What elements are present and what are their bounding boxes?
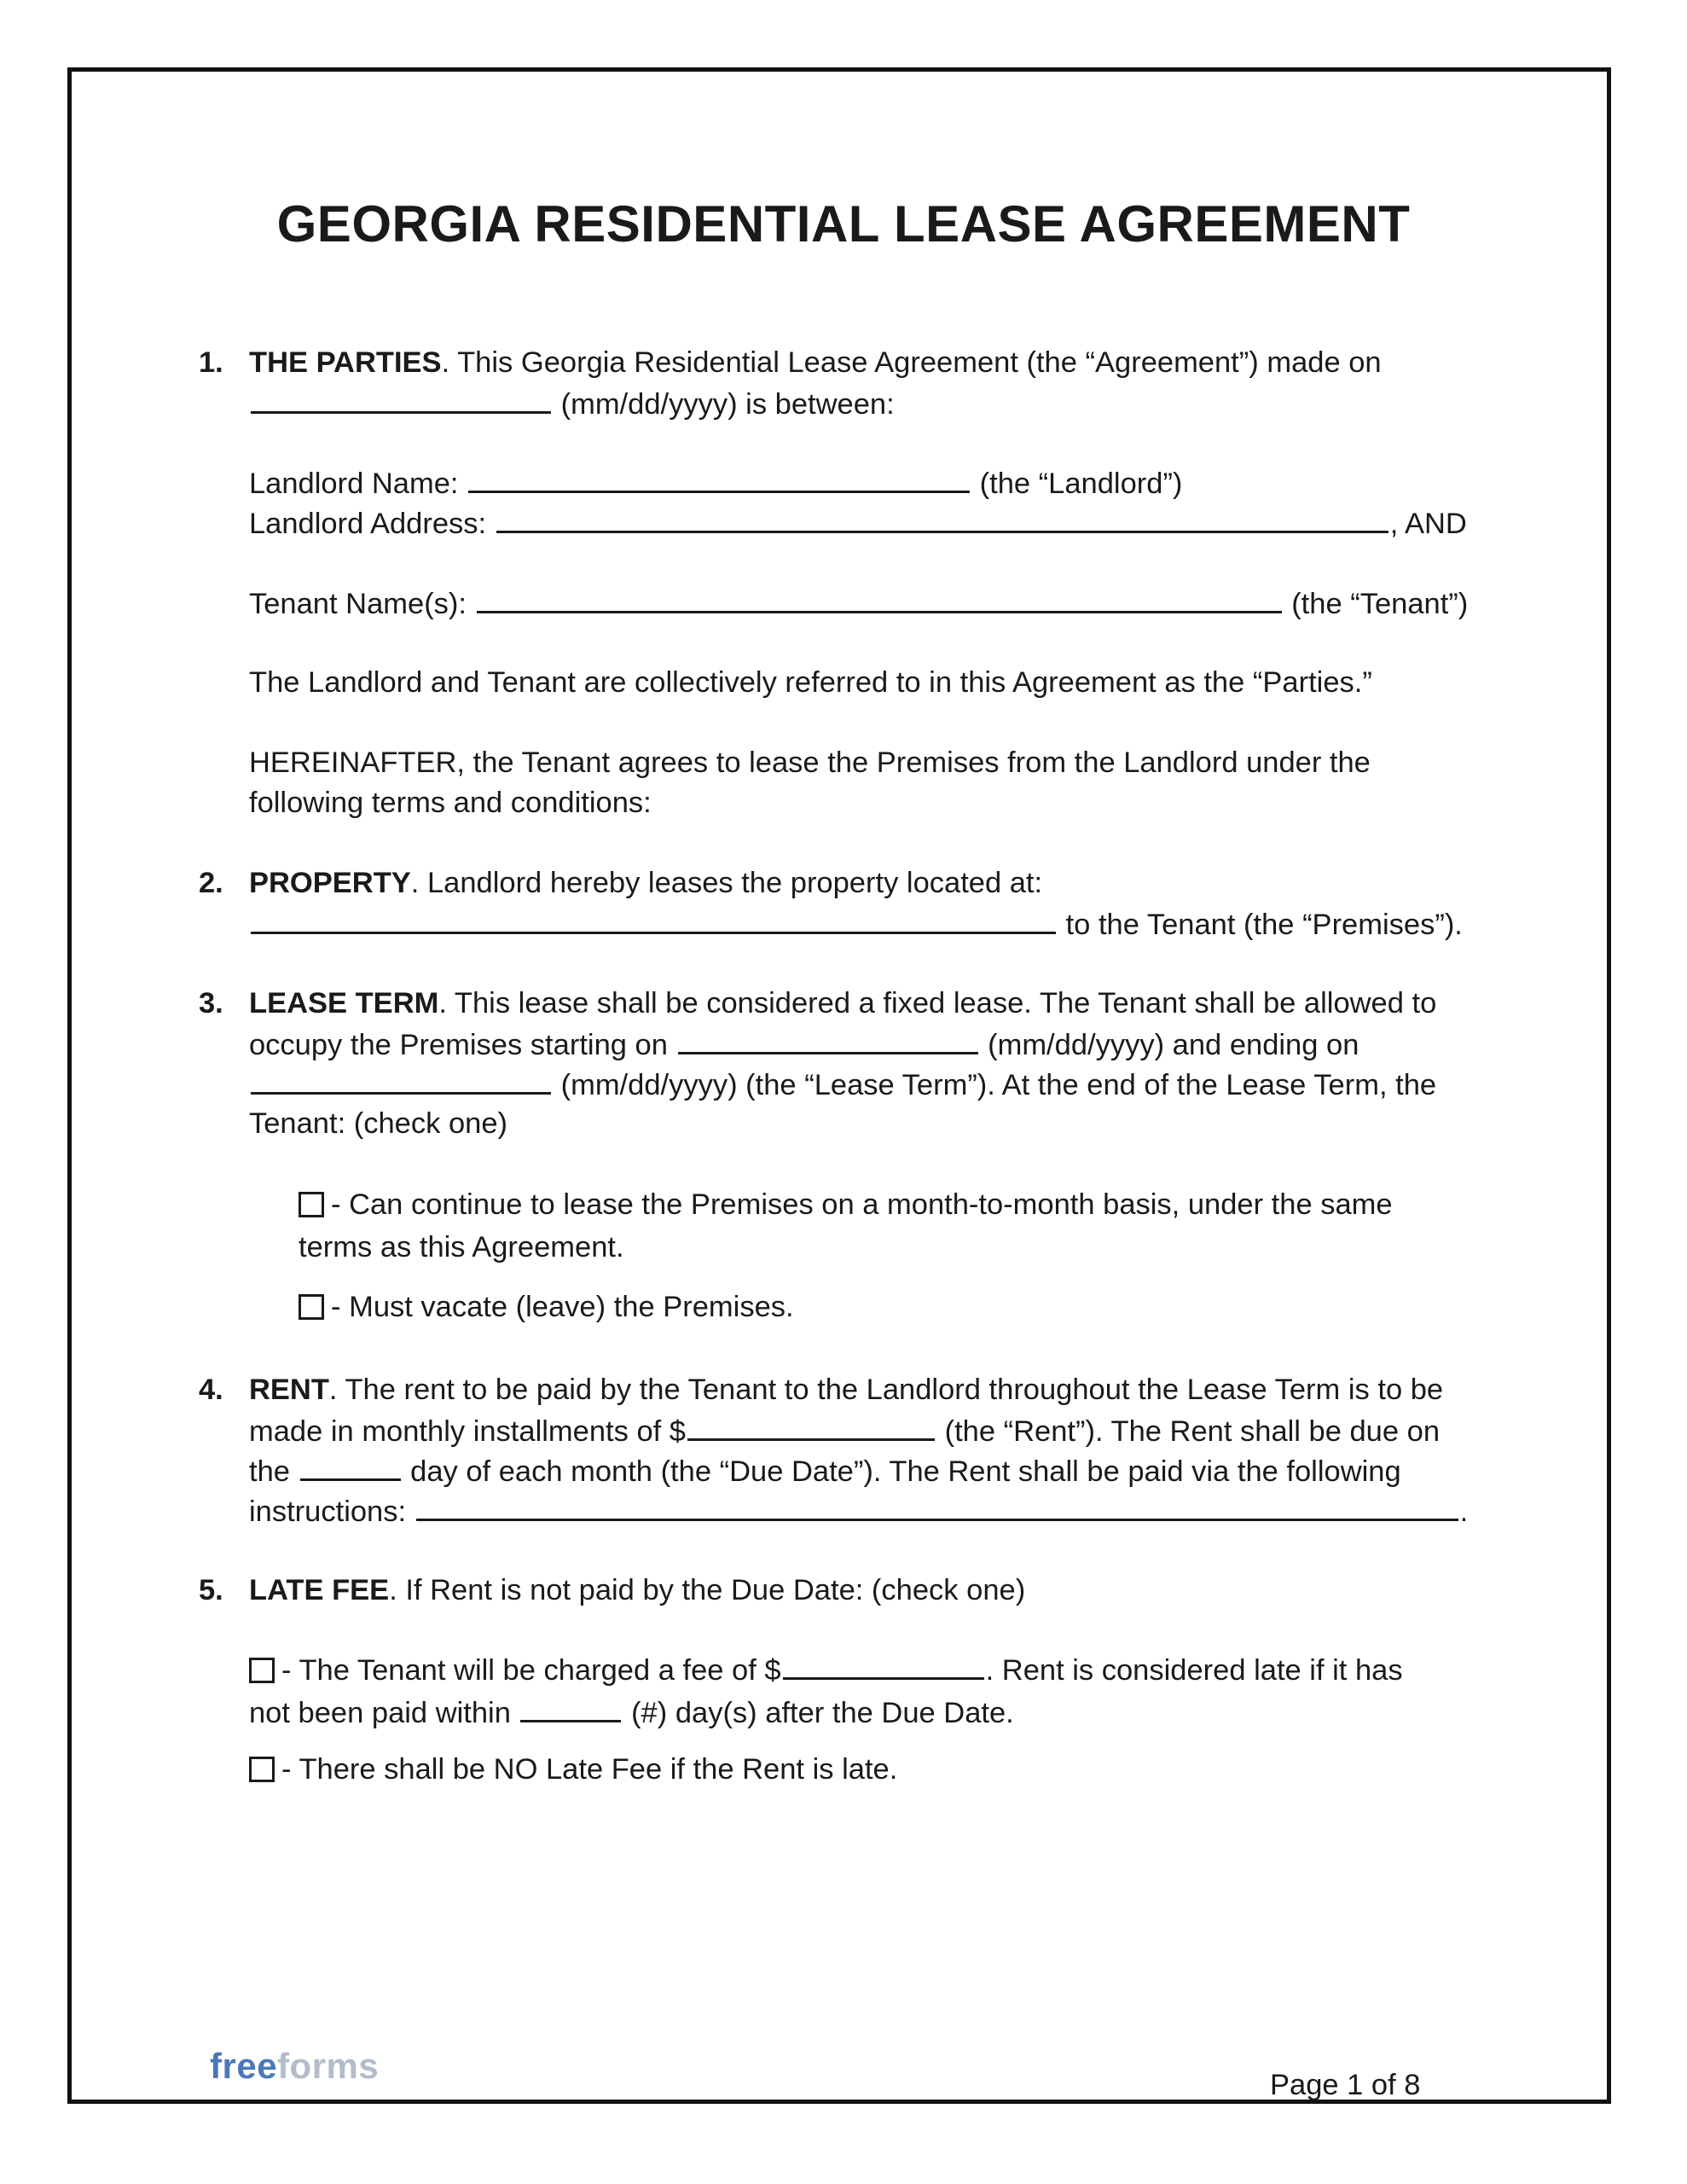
section-4-line-1: RENT. The rent to be paid by the Tenant to the Landlord throughout the Lease Term is to be (249, 1374, 1444, 1406)
agreement-date-blank[interactable] (251, 386, 551, 414)
section-1-heading: THE PARTIES (249, 346, 442, 379)
document-title: GEORGIA RESIDENTIAL LEASE AGREEMENT (276, 195, 1411, 253)
section-3-line-3: (mm/dd/yyyy) (the “Lease Term”). At the end of the Lease Term, the (249, 1066, 1436, 1102)
due-day-blank[interactable] (300, 1453, 401, 1481)
parties-paragraph: The Landlord and Tenant are collectively referred to in this Agreement as the “Parties.” (249, 666, 1372, 699)
landlord-name-blank[interactable] (468, 465, 970, 493)
late-fee-charge-checkbox[interactable] (249, 1658, 275, 1683)
property-address-blank[interactable] (251, 906, 1056, 934)
section-4-line-4: instructions: . (249, 1493, 1468, 1529)
no-late-fee-checkbox[interactable] (249, 1757, 275, 1782)
section-3-line-1: LEASE TERM. This lease shall be considered a fixed lease. The Tenant shall be allowed to (249, 987, 1437, 1019)
lease-start-date-blank[interactable] (678, 1026, 978, 1054)
landlord-address-line: Landlord Address: , AND (249, 505, 1467, 541)
lease-option-month-to-month-cont: terms as this Agreement. (299, 1231, 624, 1263)
late-fee-option-none: - There shall be NO Late Fee if the Rent is late. (249, 1752, 897, 1786)
late-fee-option-charge: - The Tenant will be charged a fee of $ . Rent is considered late if it has (249, 1652, 1403, 1687)
grace-days-blank[interactable] (520, 1694, 621, 1722)
section-5-number: 5. (199, 1574, 223, 1606)
section-2-heading: PROPERTY (249, 867, 411, 899)
hereinafter-line-2: following terms and conditions: (249, 787, 652, 819)
section-1-line-2: (mm/dd/yyyy) is between: (249, 386, 895, 421)
lease-option-vacate: - Must vacate (leave) the Premises. (299, 1290, 794, 1324)
payment-instructions-blank[interactable] (416, 1493, 1458, 1521)
section-3-number: 3. (199, 987, 223, 1019)
section-4-line-3: the day of each month (the “Due Date”). The Rent shall be paid via the following (249, 1453, 1401, 1489)
section-2-line-1: PROPERTY. Landlord hereby leases the property located at: (249, 867, 1043, 899)
section-4-heading: RENT (249, 1374, 329, 1406)
section-4-line-2: made in monthly installments of $ (the “Rent”). The Rent shall be due on (249, 1413, 1440, 1449)
section-2-number: 2. (199, 867, 223, 899)
must-vacate-checkbox[interactable] (299, 1294, 324, 1320)
section-1-line-1: THE PARTIES. This Georgia Residential Lease Agreement (the “Agreement”) made on (249, 346, 1382, 379)
section-3-heading: LEASE TERM (249, 987, 439, 1019)
late-fee-option-charge-cont: not been paid within (#) day(s) after the Due Date. (249, 1694, 1014, 1730)
section-5-heading: LATE FEE (249, 1574, 390, 1606)
lease-option-month-to-month: - Can continue to lease the Premises on a month-to-month basis, under the same (299, 1188, 1393, 1222)
landlord-name-line: Landlord Name: (the “Landlord”) (249, 465, 1182, 501)
section-5-line-1: LATE FEE. If Rent is not paid by the Due Date: (check one) (249, 1574, 1026, 1606)
month-to-month-checkbox[interactable] (299, 1192, 324, 1217)
rent-amount-blank[interactable] (687, 1413, 935, 1441)
section-2-line-2: to the Tenant (the “Premises”). (249, 906, 1463, 942)
freeforms-logo[interactable]: freeforms (210, 2046, 380, 2086)
landlord-address-blank[interactable] (496, 505, 1388, 533)
tenant-name-line: Tenant Name(s): (the “Tenant”) (249, 585, 1468, 621)
hereinafter-line-1: HEREINAFTER, the Tenant agrees to lease the Premises from the Landlord under the (249, 746, 1371, 779)
section-4-number: 4. (199, 1374, 223, 1406)
lease-end-date-blank[interactable] (251, 1066, 551, 1095)
section-3-line-4: Tenant: (check one) (249, 1107, 508, 1140)
section-1-number: 1. (199, 346, 223, 379)
page-number: Page 1 of 8 (1270, 2069, 1421, 2101)
tenant-name-blank[interactable] (477, 585, 1282, 613)
section-3-line-2: occupy the Premises starting on (mm/dd/yyyy) and ending on (249, 1026, 1359, 1062)
late-fee-amount-blank[interactable] (783, 1652, 984, 1680)
